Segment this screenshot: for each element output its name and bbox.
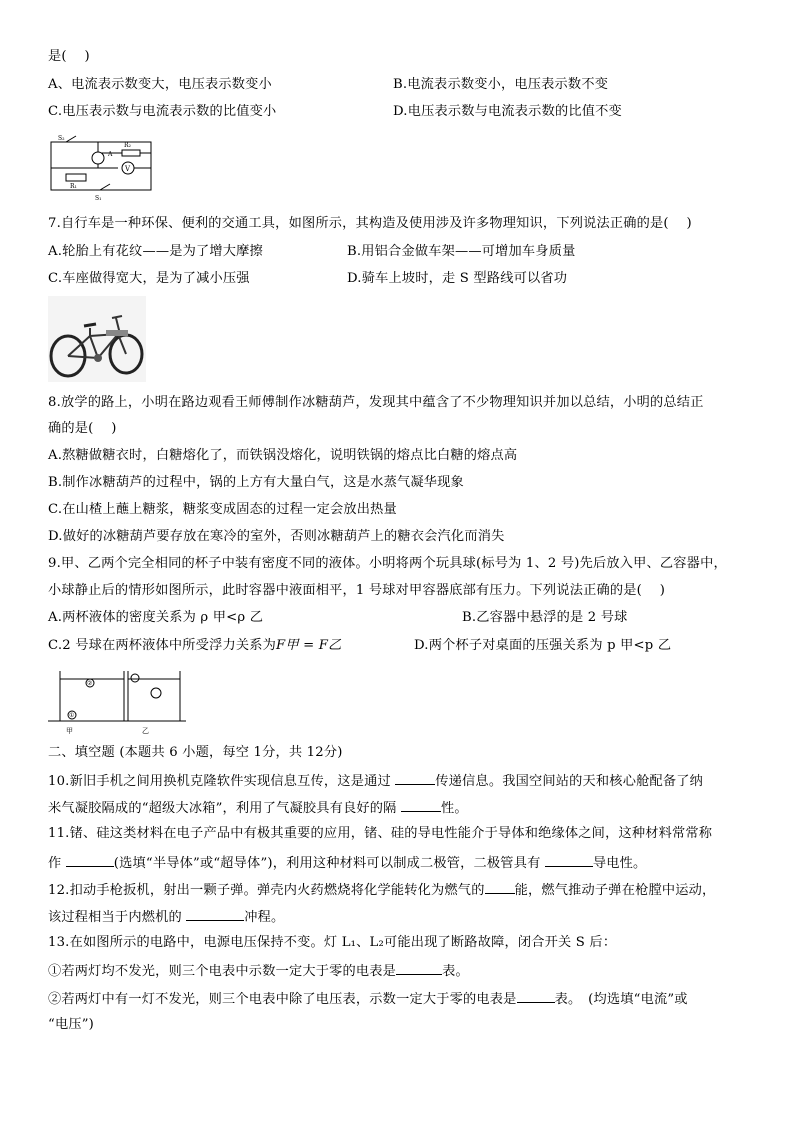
q10-text-4: 性。 xyxy=(440,801,468,816)
q9-option-c-text: C.2 号球在两杯液体中所受浮力关系为 xyxy=(48,638,277,653)
q6-option-d: D.电压表示数与电流表示数的比值不变 xyxy=(393,104,622,119)
q11-text-1: 作 xyxy=(48,856,66,871)
q7-option-b: B.用铝合金做车架——可增加车身质量 xyxy=(347,244,576,259)
q12-text-2: 能，燃气推动子弹在枪膛中运动， xyxy=(514,883,716,898)
q9-stem-line2: 小球静止后的情形如图所示，此时容器中液面相平，1 号球对甲容器底部有压力。下列说法正确的是( ) xyxy=(48,583,666,598)
q13-blank-1[interactable] xyxy=(396,961,442,975)
q10-line2 xyxy=(48,798,468,818)
q7-option-c: C.车座做得宽大，是为了减小压强 xyxy=(48,271,250,286)
q8-stem-line2: 确的是( ) xyxy=(48,421,117,436)
resistor-r1-label: R₁ xyxy=(70,183,77,190)
q11-text-2: (选填“半导体”或“超导体”)，利用这种材料可以制成二极管，二极管具有 xyxy=(113,856,545,871)
q12-text-1: 12.扣动手枪扳机，射出一颗子弹。弹壳内火药燃烧将化学能转化为燃气的 xyxy=(48,883,485,898)
q6-option-b: B.电流表示数变小，电压表示数不变 xyxy=(393,77,609,92)
q8-option-a: A.熬糖做糖衣时，白糖熔化了，而铁锅没熔化，说明铁锅的熔点比白糖的熔点高 xyxy=(48,448,518,463)
ball-2-label: ② xyxy=(87,680,93,687)
q9-option-b: B.乙容器中悬浮的是 2 号球 xyxy=(462,610,628,625)
q10-text-3: 米气凝胶隔成的“超级大冰箱”，利用了气凝胶具有良好的隔 xyxy=(48,801,401,816)
q8-option-d: D.做好的冰糖葫芦要存放在寒冷的室外，否则冰糖葫芦上的糖衣会汽化而消失 xyxy=(48,529,505,544)
q10-line1 xyxy=(48,771,703,791)
q10-text-2: 传递信息。我国空间站的天和核心舱配备了纳 xyxy=(435,774,704,789)
q10-blank-1[interactable] xyxy=(395,771,435,785)
switch-s2-label: S₂ xyxy=(58,135,65,142)
cups-diagram xyxy=(48,665,188,735)
q12-line2 xyxy=(48,907,284,927)
q13-text-2: 表。 xyxy=(442,964,469,979)
q12-text-4: 冲程。 xyxy=(244,910,285,925)
q11-line2 xyxy=(48,853,646,873)
q11-text-3: 导电性。 xyxy=(592,856,647,871)
q9-stem-line1: 9.甲、乙两个完全相同的杯子中装有密度不同的液体。小明将两个玩具球(标号为 1、2 号)先后放入甲、乙容器中， xyxy=(48,556,727,571)
q9-option-d: D.两个杯子对桌面的压强关系为 p 甲<p 乙 xyxy=(414,638,672,653)
q12-blank-2[interactable] xyxy=(186,907,244,921)
q13-blank-2[interactable] xyxy=(517,989,555,1003)
q13-text-4: 表。 (均选填“电流”或 xyxy=(554,992,688,1007)
switch-s1-label: S₁ xyxy=(95,195,102,202)
q13-part-2-tail: “电压”) xyxy=(48,1017,95,1032)
q12-blank-1[interactable] xyxy=(485,880,515,894)
q8-option-c: C.在山楂上蘸上糖浆，糖浆变成固态的过程一定会放出热量 xyxy=(48,502,397,517)
q11-blank-2[interactable] xyxy=(545,853,593,867)
q6-stem-tail: 是( ) xyxy=(48,49,90,64)
q13-part-1 xyxy=(48,961,469,981)
q8-option-b: B.制作冰糖葫芦的过程中，锅的上方有大量白气，这是水蒸气凝华现象 xyxy=(48,475,464,490)
q6-option-c: C.电压表示数与电流表示数的比值变小 xyxy=(48,104,277,119)
q6-option-a: A、电流表示数变大，电压表示数变小 xyxy=(48,77,272,92)
q13-part-2 xyxy=(48,989,688,1009)
voltmeter-label: V xyxy=(125,165,131,173)
q10-blank-2[interactable] xyxy=(401,798,441,812)
q13-text-3: ②若两灯中有一灯不发光，则三个电表中除了电压表，示数一定大于零的电表是 xyxy=(48,992,517,1007)
section-2-title: 二、填空题 (本题共 6 小题，每空 1分，共 12分) xyxy=(48,745,343,760)
q7-stem: 7.自行车是一种环保、便利的交通工具，如图所示，其构造及使用涉及许多物理知识，下列说法正确的是( ) xyxy=(48,216,692,231)
q11-line1: 11.锗、硅这类材料在电子产品中有极其重要的应用，锗、硅的导电性能介于导体和绝缘体之间，这种材料常常称 xyxy=(48,826,713,841)
q11-blank-1[interactable] xyxy=(66,853,114,867)
q13-stem: 13.在如图所示的电路中，电源电压保持不变。灯 L₁、L₂可能出现了断路故障，闭合开关 S 后： xyxy=(48,935,617,950)
ammeter-label: A xyxy=(108,151,113,158)
q7-option-a: A.轮胎上有花纹——是为了增大摩擦 xyxy=(48,244,263,259)
q8-stem-line1: 8.放学的路上，小明在路边观看王师傅制作冰糖葫芦，发现其中蕴含了不少物理知识并加以总结，小明的总结正 xyxy=(48,395,704,410)
cup-jia-label: 甲 xyxy=(66,727,73,735)
bicycle-photo xyxy=(48,296,146,382)
q12-line1 xyxy=(48,880,715,900)
resistor-r2-label: R₂ xyxy=(124,142,131,149)
q12-text-3: 该过程相当于内燃机的 xyxy=(48,910,187,925)
cup-yi-label: 乙 xyxy=(142,727,149,735)
q13-text-1: ①若两灯均不发光，则三个电表中示数一定大于零的电表是 xyxy=(48,964,397,979)
q9-option-a: A.两杯液体的密度关系为 ρ 甲<ρ 乙 xyxy=(48,610,264,625)
q7-option-d: D.骑车上坡时，走 S 型路线可以省功 xyxy=(347,271,568,286)
ball-1-label: ① xyxy=(69,712,75,719)
q9-option-c-formula: F甲 = F乙 xyxy=(276,638,342,653)
q9-option-c xyxy=(48,637,342,655)
q10-text-1: 10.新旧手机之间用换机克隆软件实现信息互传，这是通过 xyxy=(48,774,396,789)
circuit-diagram xyxy=(48,130,158,202)
